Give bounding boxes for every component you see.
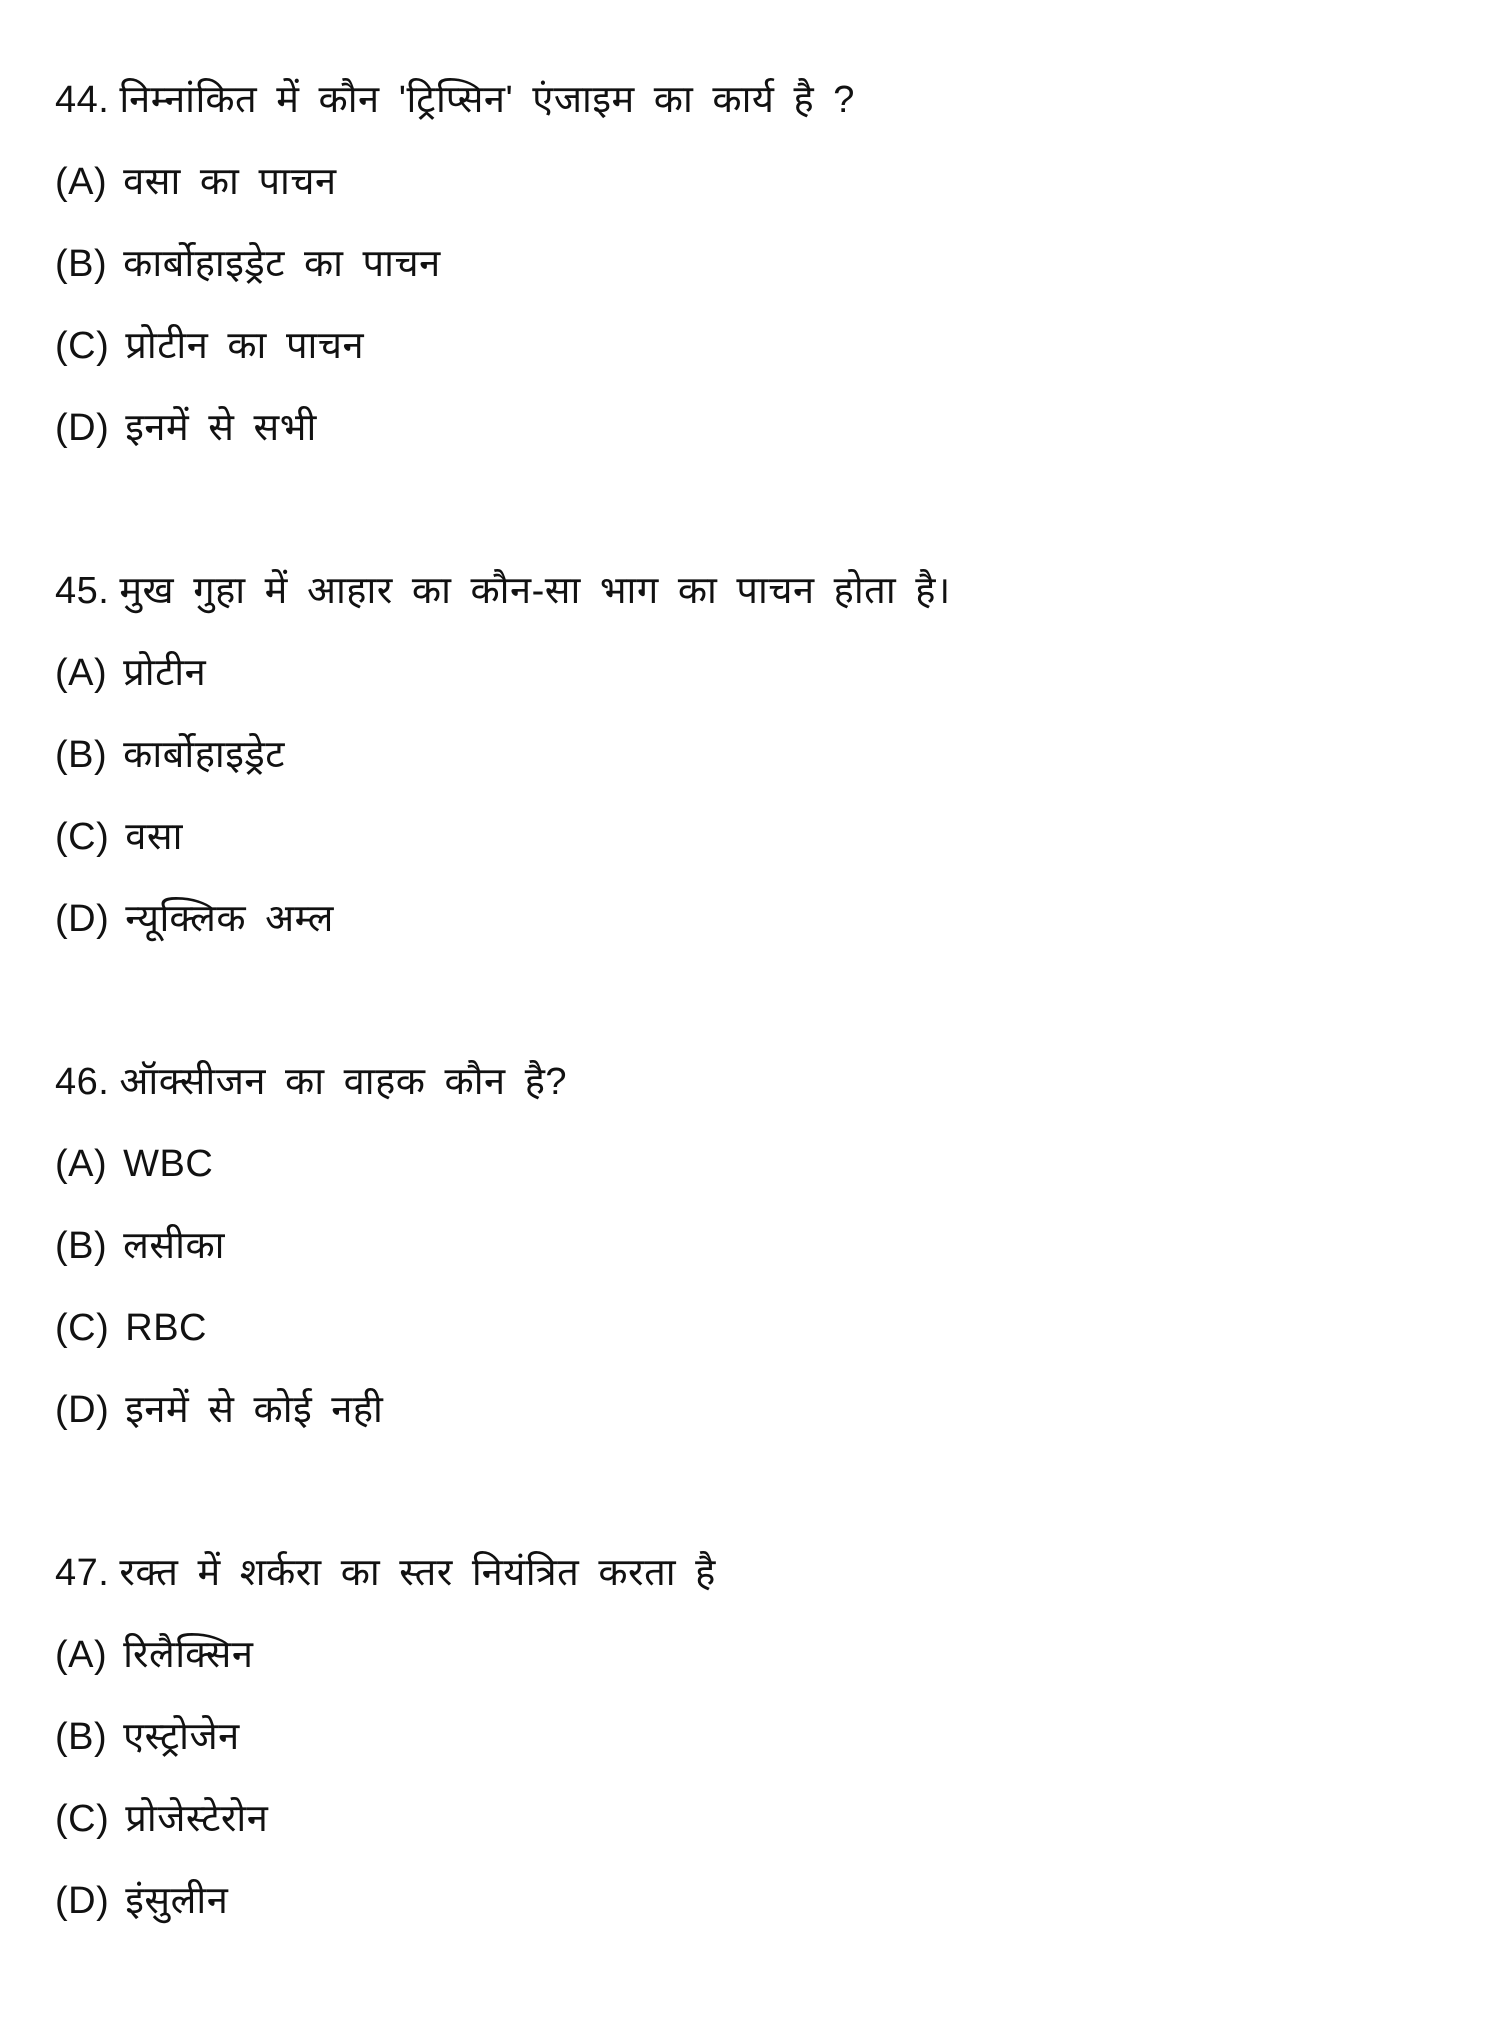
option-text: इनमें से सभी xyxy=(125,407,317,449)
option-letter: (D) xyxy=(55,407,110,449)
question-stem xyxy=(55,59,1455,141)
option-text: प्रोटीन xyxy=(123,652,207,694)
option-letter: (A) xyxy=(55,161,108,203)
option-text: वसा का पाचन xyxy=(123,161,337,203)
option-letter: (B) xyxy=(55,734,108,776)
option-letter: (A) xyxy=(55,1143,108,1185)
option-c xyxy=(55,796,1455,878)
option-text: रिलैक्सिन xyxy=(123,1634,254,1676)
option-b xyxy=(55,1205,1455,1287)
option-c xyxy=(55,1287,1455,1369)
option-letter: (A) xyxy=(55,1634,108,1676)
question-stem xyxy=(55,1041,1455,1123)
option-letter: (D) xyxy=(55,898,110,940)
option-text: कार्बोहाइड्रेट का पाचन xyxy=(123,243,441,285)
option-a xyxy=(55,1614,1455,1696)
question-47 xyxy=(55,1532,1455,1942)
option-letter: (C) xyxy=(55,1307,110,1349)
option-letter: (C) xyxy=(55,1798,110,1840)
option-d xyxy=(55,1860,1455,1942)
option-letter: (D) xyxy=(55,1880,110,1922)
option-text: प्रोटीन का पाचन xyxy=(125,325,365,367)
question-text: मुख गुहा में आहार का कौन-सा भाग का पाचन होता है। xyxy=(119,570,951,612)
option-a xyxy=(55,141,1455,223)
question-46 xyxy=(55,1041,1455,1451)
option-letter: (A) xyxy=(55,652,108,694)
option-letter: (C) xyxy=(55,816,110,858)
option-text: लसीका xyxy=(123,1225,225,1267)
option-b xyxy=(55,714,1455,796)
question-text: रक्त में शर्करा का स्तर नियंत्रित करता है xyxy=(119,1552,716,1594)
option-d xyxy=(55,387,1455,469)
question-number: 45. xyxy=(55,570,110,612)
option-b xyxy=(55,223,1455,305)
option-text: कार्बोहाइड्रेट xyxy=(123,734,285,776)
option-text: एस्ट्रोजेन xyxy=(123,1716,240,1758)
question-text: निम्नांकित में कौन 'ट्रिप्सिन' एंजाइम का कार्य है ? xyxy=(119,79,855,121)
option-c xyxy=(55,1778,1455,1860)
option-letter: (D) xyxy=(55,1389,110,1431)
option-b xyxy=(55,1696,1455,1778)
question-number: 44. xyxy=(55,79,110,121)
option-text: इनमें से कोई नही xyxy=(125,1389,384,1431)
option-d xyxy=(55,1369,1455,1451)
question-number: 46. xyxy=(55,1061,110,1103)
option-letter: (B) xyxy=(55,1225,108,1267)
option-text: RBC xyxy=(125,1307,207,1349)
option-text: इंसुलीन xyxy=(125,1880,229,1922)
option-letter: (B) xyxy=(55,243,108,285)
option-a xyxy=(55,632,1455,714)
option-text: न्यूक्लिक अम्ल xyxy=(125,898,334,940)
option-text: WBC xyxy=(123,1143,214,1185)
question-stem xyxy=(55,550,1455,632)
option-c xyxy=(55,305,1455,387)
option-d xyxy=(55,878,1455,960)
option-letter: (C) xyxy=(55,325,110,367)
option-letter: (B) xyxy=(55,1716,108,1758)
question-45 xyxy=(55,550,1455,960)
question-44 xyxy=(55,59,1455,469)
question-text: ऑक्सीजन का वाहक कौन है? xyxy=(119,1061,568,1103)
question-number: 47. xyxy=(55,1552,110,1594)
option-a xyxy=(55,1123,1455,1205)
option-text: वसा xyxy=(125,816,183,858)
option-text: प्रोजेस्टेरोन xyxy=(125,1798,269,1840)
question-stem xyxy=(55,1532,1455,1614)
